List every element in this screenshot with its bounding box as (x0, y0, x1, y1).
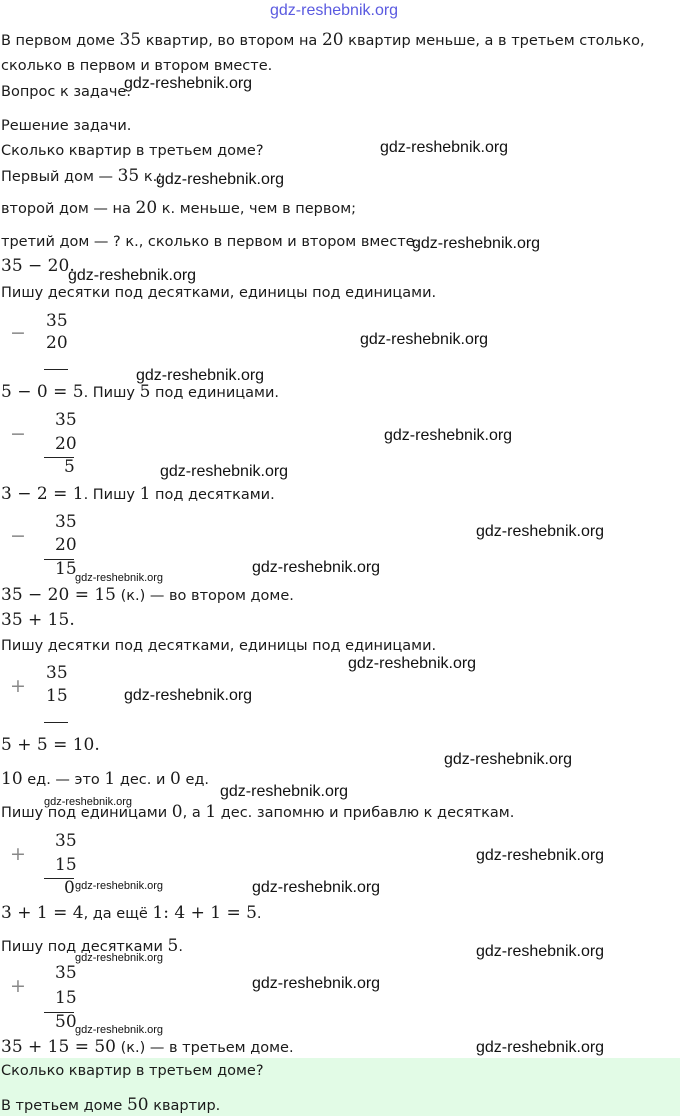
watermark-small[interactable]: gdz-reshebnik.org (44, 796, 133, 808)
question-label: Вопрос к задаче. (1, 84, 131, 100)
expression: 5 − 0 = 5 (1, 382, 84, 402)
text: В третьем доме (1, 1098, 127, 1114)
watermark[interactable]: gdz-reshebnik.org (444, 751, 573, 768)
minuend: 35 (46, 311, 68, 331)
number: 20 (321, 30, 344, 50)
ten-units (1, 769, 209, 790)
text: , да ещё (83, 906, 153, 922)
watermark-small[interactable]: gdz-reshebnik.org (75, 880, 164, 892)
minus-sign: − (10, 525, 26, 547)
number: 35 (117, 166, 140, 186)
result-line (44, 722, 68, 723)
expression: 35 − 20 = 15 (1, 585, 116, 605)
watermark[interactable]: gdz-reshebnik.org (476, 847, 605, 864)
unit: (к.) (116, 588, 146, 604)
watermark[interactable]: gdz-reshebnik.org (160, 463, 289, 480)
number: 50 (126, 1095, 149, 1115)
expression: 1: 4 + 1 = 5 (152, 903, 257, 923)
subtrahend: 20 (55, 434, 77, 454)
text: . (256, 906, 262, 922)
step-tens (1, 484, 275, 505)
solution-label: Решение задачи. (1, 118, 132, 134)
minuend: 35 (55, 512, 77, 532)
watermark-small[interactable]: gdz-reshebnik.org (75, 572, 164, 584)
text: Пишу под десятками (1, 939, 168, 955)
watermark[interactable]: gdz-reshebnik.org (124, 687, 253, 704)
watermark[interactable]: gdz-reshebnik.org (476, 523, 605, 540)
watermark[interactable]: gdz-reshebnik.org (252, 879, 381, 896)
short-house-2 (1, 198, 356, 219)
watermark[interactable]: gdz-reshebnik.org (252, 559, 381, 576)
result-units: 0 (64, 878, 75, 898)
text: Пишу под единицами (1, 805, 172, 821)
watermark[interactable]: gdz-reshebnik.org (252, 975, 381, 992)
number: 20 (135, 198, 158, 218)
text: ед. (180, 772, 210, 788)
question: Сколько квартир в третьем доме? (1, 143, 264, 159)
watermark[interactable]: gdz-reshebnik.org (68, 267, 197, 284)
sum-units: 5 + 5 = 10. (1, 735, 100, 755)
expression-2: 35 + 15. (1, 610, 75, 630)
number: 1 (205, 802, 217, 822)
unit: (к.) (116, 1040, 146, 1056)
watermark[interactable]: gdz-reshebnik.org (380, 139, 509, 156)
watermark[interactable]: gdz-reshebnik.org (360, 331, 489, 348)
rule-2: Пишу десятки под десятками, единицы под единицами. (1, 638, 437, 654)
number: 0 (171, 802, 183, 822)
answer-question: Сколько квартир в третьем доме? (1, 1063, 264, 1079)
text: Первый дом — (1, 169, 118, 185)
watermark-top[interactable]: gdz-reshebnik.org (270, 2, 399, 19)
expression: 35 + 15 = 50 (1, 1037, 116, 1057)
subtrahend: 20 (46, 333, 68, 353)
result: 15 (55, 559, 77, 579)
text: . Пишу (83, 385, 140, 401)
text: под десятками. (150, 487, 275, 503)
watermark[interactable]: gdz-reshebnik.org (156, 171, 285, 188)
number: 35 (119, 30, 142, 50)
short-house-3: третий дом — ? к., сколько в первом и втором вместе. (1, 234, 420, 250)
text: второй дом — на (1, 201, 136, 217)
minus-sign: − (10, 322, 26, 344)
watermark[interactable]: gdz-reshebnik.org (124, 75, 253, 92)
addend-2: 15 (55, 855, 77, 875)
text: к.; (139, 169, 163, 185)
number: 1 (104, 769, 116, 789)
number: 5 (139, 382, 151, 402)
text: дес. запомню и прибавлю к десяткам. (216, 805, 515, 821)
result-1 (1, 585, 294, 606)
subtrahend: 20 (55, 535, 77, 555)
step-units (1, 382, 279, 403)
text: дес. и (115, 772, 171, 788)
result-line (44, 369, 68, 370)
text: квартир, во втором на (141, 33, 322, 49)
text: к. меньше, чем в первом; (157, 201, 357, 217)
number: 5 (167, 936, 179, 956)
answer-block (0, 1058, 680, 1116)
watermark-small[interactable]: gdz-reshebnik.org (75, 952, 164, 964)
watermark[interactable]: gdz-reshebnik.org (136, 367, 265, 384)
addend-2: 15 (46, 686, 68, 706)
minus-sign: − (10, 423, 26, 445)
watermark-small[interactable]: gdz-reshebnik.org (75, 1024, 164, 1036)
plus-sign: + (10, 975, 26, 997)
plus-sign: + (10, 843, 26, 865)
result-2 (1, 1037, 294, 1058)
watermark[interactable]: gdz-reshebnik.org (412, 235, 541, 252)
expression: 3 − 2 = 1 (1, 484, 84, 504)
watermark[interactable]: gdz-reshebnik.org (384, 427, 513, 444)
text: — во втором доме. (145, 588, 294, 604)
rule-1: Пишу десятки под десятками, единицы под единицами. (1, 285, 437, 301)
text: , а (182, 805, 206, 821)
text: ед. — это (22, 772, 105, 788)
number: 0 (170, 769, 181, 789)
sum-tens (1, 903, 262, 924)
watermark[interactable]: gdz-reshebnik.org (476, 1039, 605, 1056)
addend-1: 35 (55, 963, 77, 983)
minuend: 35 (55, 410, 77, 430)
watermark[interactable]: gdz-reshebnik.org (220, 783, 349, 800)
condition-line-1 (1, 30, 645, 51)
answer-text (1, 1095, 220, 1115)
condition-line-2: сколько в первом и втором вместе. (1, 58, 273, 74)
result: 50 (55, 1012, 77, 1032)
number: 10 (1, 769, 23, 789)
expression-1: 35 − 20. (1, 256, 75, 276)
addend-1: 35 (55, 831, 77, 851)
watermark[interactable]: gdz-reshebnik.org (348, 655, 477, 672)
short-house-1 (1, 166, 162, 187)
text: — в третьем доме. (145, 1040, 294, 1056)
addend-1: 35 (46, 663, 68, 683)
text: . Пишу (83, 487, 140, 503)
addend-2: 15 (55, 988, 77, 1008)
text: квартир меньше, а в третьем столько, (343, 33, 645, 49)
result-units: 5 (64, 457, 75, 477)
number: 1 (139, 484, 151, 504)
text: . (178, 939, 183, 955)
text: квартир. (148, 1098, 221, 1114)
text: под единицами. (150, 385, 280, 401)
text: В первом доме (1, 33, 120, 49)
watermark[interactable]: gdz-reshebnik.org (476, 943, 605, 960)
expression: 3 + 1 = 4 (1, 903, 84, 923)
plus-sign: + (10, 675, 26, 697)
